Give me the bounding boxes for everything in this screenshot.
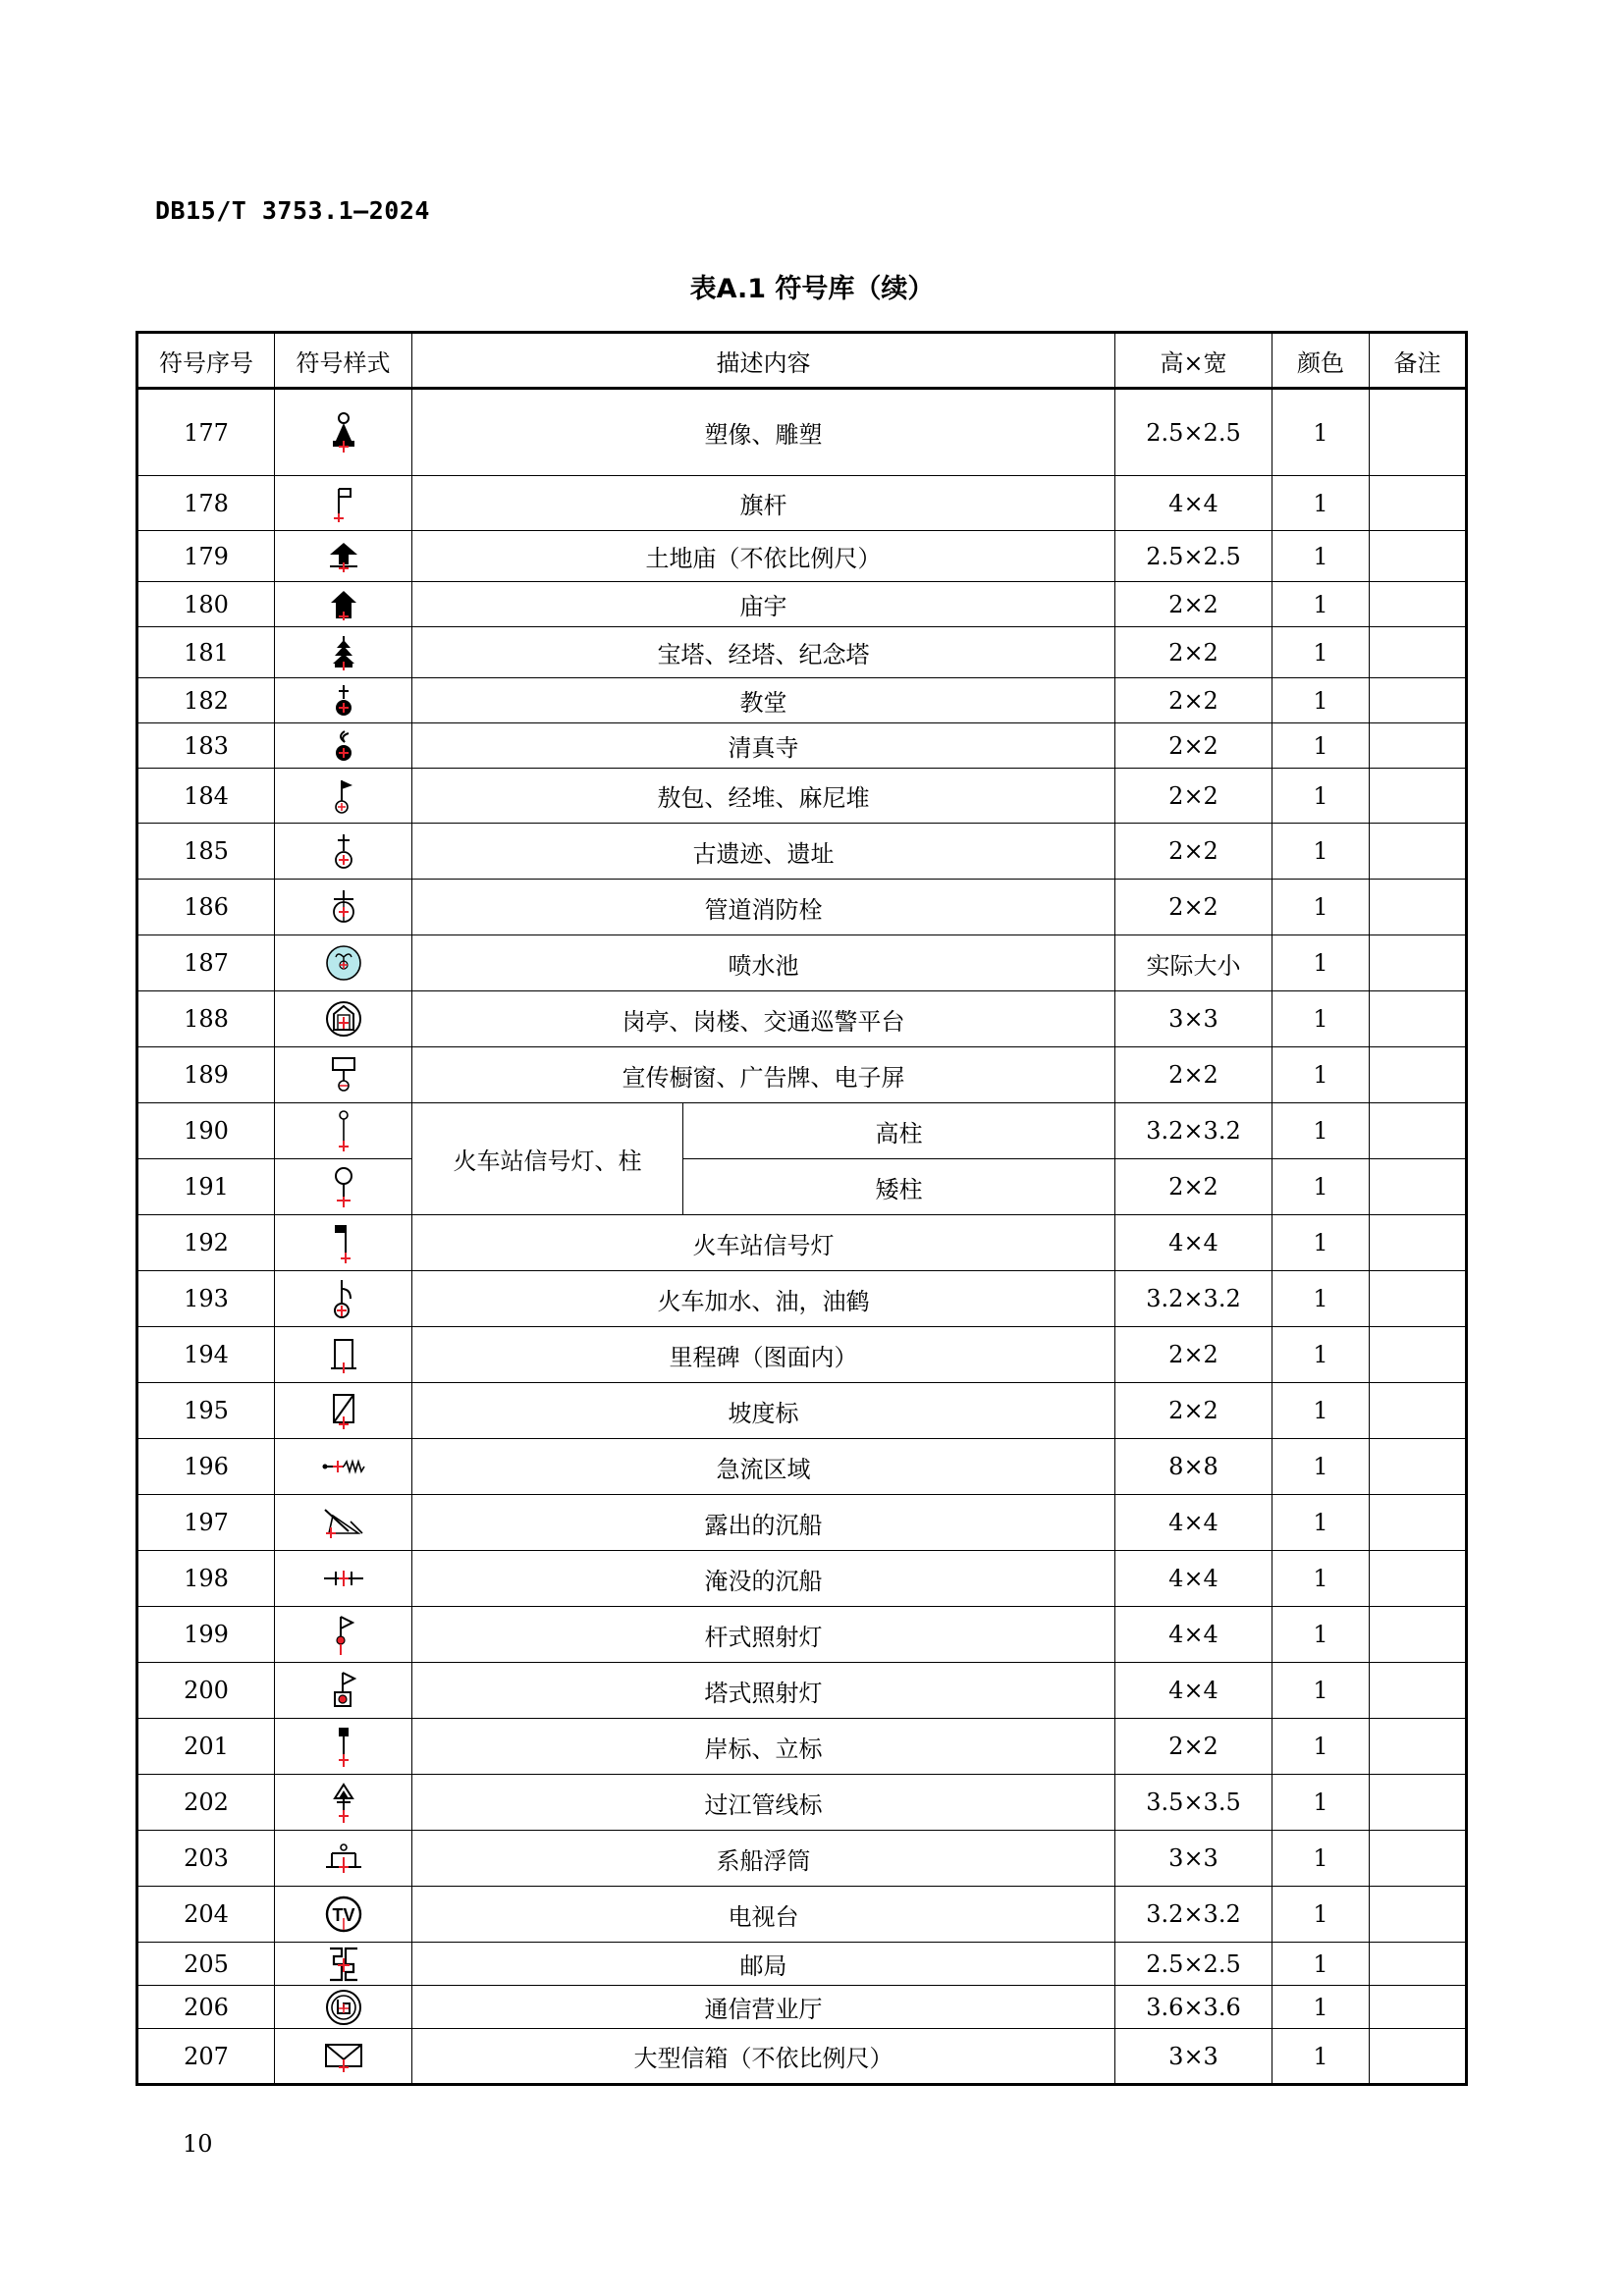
description: 岗亭、岗楼、交通巡警平台 [412, 991, 1115, 1047]
mailbox-icon [275, 2040, 411, 2073]
symbol-style [275, 1719, 412, 1775]
size: 4×4 [1115, 476, 1272, 531]
symbol-style [275, 531, 412, 582]
temple-icon [275, 588, 411, 621]
table-row [137, 1215, 1467, 1271]
symbol-number: 187 [137, 935, 275, 991]
symbol-number: 184 [137, 769, 275, 824]
fire-hydrant-icon [275, 887, 411, 927]
description: 通信营业厅 [412, 1986, 1115, 2029]
pole-floodlight-icon [275, 1613, 411, 1656]
description: 里程碑（图面内） [412, 1327, 1115, 1383]
note [1370, 1607, 1467, 1663]
symbol-style [275, 1663, 412, 1719]
size: 2×2 [1115, 769, 1272, 824]
table-row [137, 1719, 1467, 1775]
mosque-icon [275, 728, 411, 764]
mooring-buoy-icon [275, 1842, 411, 1875]
statue-icon [275, 411, 411, 454]
symbol-style [275, 389, 412, 476]
post-office-icon [275, 1945, 411, 1984]
symbol-style [275, 1775, 412, 1831]
size: 2.5×2.5 [1115, 1943, 1272, 1986]
size: 8×8 [1115, 1439, 1272, 1495]
symbol-style [275, 723, 412, 769]
header-note: 备注 [1370, 333, 1467, 389]
size: 2×2 [1115, 723, 1272, 769]
size: 2×2 [1115, 824, 1272, 880]
size: 3×3 [1115, 2029, 1272, 2085]
description: 喷水池 [412, 935, 1115, 991]
symbol-number: 194 [137, 1327, 275, 1383]
description: 邮局 [412, 1943, 1115, 1986]
signal-low-post-icon [275, 1165, 411, 1208]
symbol-style [275, 678, 412, 723]
description: 大型信箱（不依比例尺） [412, 2029, 1115, 2085]
table-row [137, 1831, 1467, 1887]
telecom-hall-icon [275, 1988, 411, 2027]
table-row [137, 1551, 1467, 1607]
note [1370, 476, 1467, 531]
symbol-number: 203 [137, 1831, 275, 1887]
color-code: 1 [1272, 2029, 1370, 2085]
description: 宝塔、经塔、纪念塔 [412, 627, 1115, 678]
note [1370, 1327, 1467, 1383]
size: 2×2 [1115, 1159, 1272, 1215]
symbol-style [275, 1215, 412, 1271]
symbol-number: 204 [137, 1887, 275, 1943]
symbol-number: 197 [137, 1495, 275, 1551]
note [1370, 1439, 1467, 1495]
description: 岸标、立标 [412, 1719, 1115, 1775]
table-row [137, 627, 1467, 678]
note [1370, 1719, 1467, 1775]
color-code: 1 [1272, 1439, 1370, 1495]
submerged-wreck-icon [275, 1567, 411, 1590]
table-row [137, 935, 1467, 991]
table-row [137, 1943, 1467, 1986]
symbol-style [275, 769, 412, 824]
color-code: 1 [1272, 1831, 1370, 1887]
color-code: 1 [1272, 582, 1370, 627]
symbol-number: 183 [137, 723, 275, 769]
color-code: 1 [1272, 1719, 1370, 1775]
symbol-style [275, 1327, 412, 1383]
table-row [137, 769, 1467, 824]
note [1370, 1215, 1467, 1271]
color-code: 1 [1272, 1943, 1370, 1986]
symbol-number: 188 [137, 991, 275, 1047]
description-sub: 高柱 [683, 1103, 1115, 1159]
table-row [137, 880, 1467, 935]
header-symbol-style: 符号样式 [275, 333, 412, 389]
color-code: 1 [1272, 1986, 1370, 2029]
table-row [137, 1327, 1467, 1383]
description: 火车加水、油，油鹤 [412, 1271, 1115, 1327]
fountain-icon [275, 943, 411, 983]
symbol-style [275, 1887, 412, 1943]
size: 2×2 [1115, 1383, 1272, 1439]
note [1370, 935, 1467, 991]
page-number: 10 [183, 2130, 213, 2158]
size: 2.5×2.5 [1115, 531, 1272, 582]
symbol-style [275, 1831, 412, 1887]
size: 2.5×2.5 [1115, 389, 1272, 476]
flagpole-icon [275, 485, 411, 522]
color-code: 1 [1272, 1271, 1370, 1327]
symbol-number: 189 [137, 1047, 275, 1103]
color-code: 1 [1272, 531, 1370, 582]
description: 杆式照射灯 [412, 1607, 1115, 1663]
symbol-number: 185 [137, 824, 275, 880]
symbol-number: 198 [137, 1551, 275, 1607]
symbol-number: 196 [137, 1439, 275, 1495]
note [1370, 389, 1467, 476]
symbol-number: 202 [137, 1775, 275, 1831]
description: 旗杆 [412, 476, 1115, 531]
gradient-sign-icon [275, 1391, 411, 1430]
note [1370, 1663, 1467, 1719]
size: 2×2 [1115, 880, 1272, 935]
symbol-style [275, 991, 412, 1047]
note [1370, 1383, 1467, 1439]
table-row [137, 1607, 1467, 1663]
table-row [137, 1159, 1467, 1215]
color-code: 1 [1272, 476, 1370, 531]
symbol-style [275, 1439, 412, 1495]
size: 3.6×3.6 [1115, 1986, 1272, 2029]
table-row [137, 824, 1467, 880]
color-code: 1 [1272, 1383, 1370, 1439]
color-code: 1 [1272, 723, 1370, 769]
description: 急流区域 [412, 1439, 1115, 1495]
symbol-style [275, 2029, 412, 2085]
table-row [137, 723, 1467, 769]
symbol-style [275, 1383, 412, 1439]
symbol-number: 182 [137, 678, 275, 723]
description: 淹没的沉船 [412, 1551, 1115, 1607]
note [1370, 1551, 1467, 1607]
symbol-style [275, 1495, 412, 1551]
size: 4×4 [1115, 1551, 1272, 1607]
color-code: 1 [1272, 1327, 1370, 1383]
note [1370, 531, 1467, 582]
symbol-number: 201 [137, 1719, 275, 1775]
size: 实际大小 [1115, 935, 1272, 991]
symbol-number: 186 [137, 880, 275, 935]
description-sub: 矮柱 [683, 1159, 1115, 1215]
table-row [137, 1495, 1467, 1551]
symbol-number: 205 [137, 1943, 275, 1986]
symbol-style [275, 1159, 412, 1215]
header-color: 颜色 [1272, 333, 1370, 389]
table-row [137, 1663, 1467, 1719]
color-code: 1 [1272, 991, 1370, 1047]
note [1370, 824, 1467, 880]
note [1370, 880, 1467, 935]
size: 3×3 [1115, 991, 1272, 1047]
size: 2×2 [1115, 1047, 1272, 1103]
symbol-style [275, 476, 412, 531]
color-code: 1 [1272, 1215, 1370, 1271]
table-row [137, 389, 1467, 476]
color-code: 1 [1272, 1047, 1370, 1103]
size: 2×2 [1115, 678, 1272, 723]
symbol-number: 178 [137, 476, 275, 531]
note [1370, 1159, 1467, 1215]
size: 3.5×3.5 [1115, 1775, 1272, 1831]
description: 教堂 [412, 678, 1115, 723]
symbol-number: 199 [137, 1607, 275, 1663]
color-code: 1 [1272, 1495, 1370, 1551]
size: 3.2×3.2 [1115, 1103, 1272, 1159]
symbol-number: 181 [137, 627, 275, 678]
symbol-number: 190 [137, 1103, 275, 1159]
symbol-number: 200 [137, 1663, 275, 1719]
size: 4×4 [1115, 1495, 1272, 1551]
color-code: 1 [1272, 769, 1370, 824]
description: 塑像、雕塑 [412, 389, 1115, 476]
exposed-wreck-icon [275, 1506, 411, 1539]
note [1370, 1831, 1467, 1887]
description: 宣传橱窗、广告牌、电子屏 [412, 1047, 1115, 1103]
table-row [137, 1887, 1467, 1943]
size: 4×4 [1115, 1607, 1272, 1663]
description: 清真寺 [412, 723, 1115, 769]
description: 管道消防栓 [412, 880, 1115, 935]
church-icon [275, 683, 411, 719]
color-code: 1 [1272, 824, 1370, 880]
symbol-style [275, 1103, 412, 1159]
note [1370, 582, 1467, 627]
note [1370, 627, 1467, 678]
table-row [137, 476, 1467, 531]
description: 露出的沉船 [412, 1495, 1115, 1551]
table-title: 表A.1 符号库（续） [689, 274, 935, 304]
description: 庙宇 [412, 582, 1115, 627]
station-signal-light-icon [275, 1221, 411, 1264]
river-pipeline-marker-icon [275, 1781, 411, 1824]
symbol-style [275, 824, 412, 880]
table-row [137, 1047, 1467, 1103]
description: 系船浮筒 [412, 1831, 1115, 1887]
symbol-style [275, 1271, 412, 1327]
symbol-style [275, 1551, 412, 1607]
symbol-style [275, 1943, 412, 1986]
size: 4×4 [1115, 1215, 1272, 1271]
symbol-number: 180 [137, 582, 275, 627]
table-row [137, 1439, 1467, 1495]
note [1370, 2029, 1467, 2085]
symbol-style [275, 1047, 412, 1103]
table-row [137, 1103, 1467, 1159]
table-body [137, 389, 1467, 2085]
description: 火车站信号灯 [412, 1215, 1115, 1271]
pagoda-icon [275, 634, 411, 671]
symbol-style [275, 627, 412, 678]
note [1370, 1103, 1467, 1159]
table-row [137, 582, 1467, 627]
color-code: 1 [1272, 1663, 1370, 1719]
symbol-number: 192 [137, 1215, 275, 1271]
water-crane-icon [275, 1277, 411, 1320]
note [1370, 769, 1467, 824]
description: 电视台 [412, 1887, 1115, 1943]
table-row [137, 531, 1467, 582]
tv-station-icon [275, 1895, 411, 1934]
milestone-icon [275, 1335, 411, 1374]
note [1370, 1943, 1467, 1986]
svg-text:TV: TV [331, 1905, 355, 1925]
symbol-style [275, 1986, 412, 2029]
color-code: 1 [1272, 1775, 1370, 1831]
table-row [137, 1986, 1467, 2029]
size: 3×3 [1115, 1831, 1272, 1887]
symbol-number: 179 [137, 531, 275, 582]
obo-icon [275, 776, 411, 816]
land-temple-icon [275, 539, 411, 574]
symbol-number: 207 [137, 2029, 275, 2085]
symbol-number: 177 [137, 389, 275, 476]
note [1370, 1986, 1467, 2029]
shore-marker-icon [275, 1725, 411, 1768]
size: 2×2 [1115, 627, 1272, 678]
size: 4×4 [1115, 1663, 1272, 1719]
ruins-icon [275, 831, 411, 871]
tower-floodlight-icon [275, 1669, 411, 1712]
description-group: 火车站信号灯、柱 [412, 1103, 683, 1215]
table-row [137, 678, 1467, 723]
note [1370, 723, 1467, 769]
symbol-number: 193 [137, 1271, 275, 1327]
color-code: 1 [1272, 1551, 1370, 1607]
color-code: 1 [1272, 389, 1370, 476]
note [1370, 1047, 1467, 1103]
symbol-number: 195 [137, 1383, 275, 1439]
header-number: 符号序号 [137, 333, 275, 389]
color-code: 1 [1272, 1103, 1370, 1159]
symbol-table [135, 331, 1468, 2086]
table-row [137, 1383, 1467, 1439]
symbol-style [275, 935, 412, 991]
header-description: 描述内容 [412, 333, 1115, 389]
billboard-icon [275, 1055, 411, 1095]
size: 2×2 [1115, 1719, 1272, 1775]
description: 过江管线标 [412, 1775, 1115, 1831]
symbol-style [275, 880, 412, 935]
symbol-number: 206 [137, 1986, 275, 2029]
size: 3.2×3.2 [1115, 1887, 1272, 1943]
signal-high-post-icon [275, 1109, 411, 1152]
note [1370, 991, 1467, 1047]
table-row [137, 991, 1467, 1047]
symbol-style [275, 582, 412, 627]
table-row [137, 1775, 1467, 1831]
description: 坡度标 [412, 1383, 1115, 1439]
note [1370, 1271, 1467, 1327]
size: 3.2×3.2 [1115, 1271, 1272, 1327]
size: 2×2 [1115, 582, 1272, 627]
color-code: 1 [1272, 1607, 1370, 1663]
note [1370, 1495, 1467, 1551]
description: 敖包、经堆、麻尼堆 [412, 769, 1115, 824]
symbol-style [275, 1607, 412, 1663]
note [1370, 1775, 1467, 1831]
description: 土地庙（不依比例尺） [412, 531, 1115, 582]
symbol-number: 191 [137, 1159, 275, 1215]
color-code: 1 [1272, 880, 1370, 935]
color-code: 1 [1272, 1159, 1370, 1215]
table-row [137, 2029, 1467, 2085]
color-code: 1 [1272, 935, 1370, 991]
color-code: 1 [1272, 678, 1370, 723]
note [1370, 678, 1467, 723]
table-row [137, 1271, 1467, 1327]
color-code: 1 [1272, 627, 1370, 678]
rapids-icon [275, 1457, 411, 1476]
table-header-row [137, 333, 1467, 389]
note [1370, 1887, 1467, 1943]
size: 2×2 [1115, 1327, 1272, 1383]
description: 古遗迹、遗址 [412, 824, 1115, 880]
description: 塔式照射灯 [412, 1663, 1115, 1719]
color-code: 1 [1272, 1887, 1370, 1943]
police-booth-icon [275, 999, 411, 1039]
document-id: DB15/T 3753.1—2024 [155, 196, 430, 225]
header-size: 高×宽 [1115, 333, 1272, 389]
